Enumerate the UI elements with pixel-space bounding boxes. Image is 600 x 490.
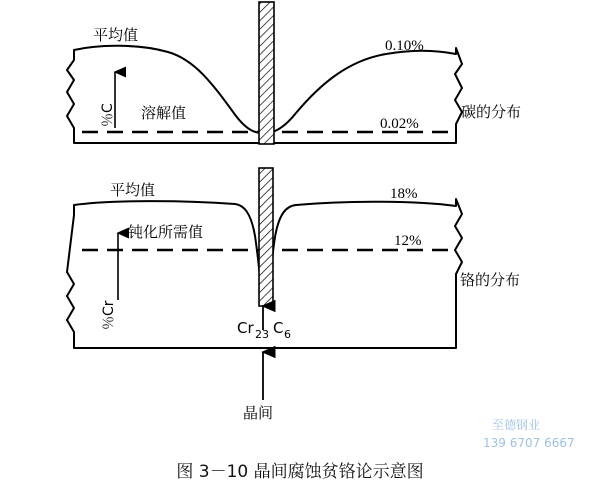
chromium-high-value: 18% [390, 186, 418, 202]
chromium-axis-label: ％Cr [101, 300, 117, 330]
watermark-line-2: 139 6707 6667 [483, 436, 575, 450]
chromium-low-value: 12% [394, 233, 422, 249]
figure-caption: 图 3－10 晶间腐蚀贫铬论示意图 [176, 462, 424, 482]
chromium-passivation-label: 钝化所需值 [128, 223, 204, 241]
carbide-subscript-23: 23 [255, 328, 269, 341]
carbide-formula-c: C [273, 319, 284, 337]
carbon-low-value: 0.02% [380, 116, 419, 132]
carbide-formula-main: Cr [237, 319, 254, 337]
grain-boundary-label: 晶间 [243, 404, 274, 422]
carbon-distribution-side-label: 碳的分布 [461, 103, 522, 121]
grain-boundary-bar-bottom [259, 168, 273, 306]
chromium-distribution-side-label: 铬的分布 [460, 271, 521, 289]
carbon-high-value: 0.10% [385, 38, 424, 54]
carbon-axis-label: ％C [100, 103, 116, 127]
grain-boundary-bar-top [259, 2, 274, 144]
carbon-average-label: 平均值 [93, 26, 139, 44]
chromium-average-label: 平均值 [110, 181, 156, 199]
watermark-line-1: 至德钢业 [492, 418, 541, 432]
carbon-dissolved-label: 溶解值 [141, 104, 187, 122]
carbide-subscript-6: 6 [284, 328, 291, 341]
